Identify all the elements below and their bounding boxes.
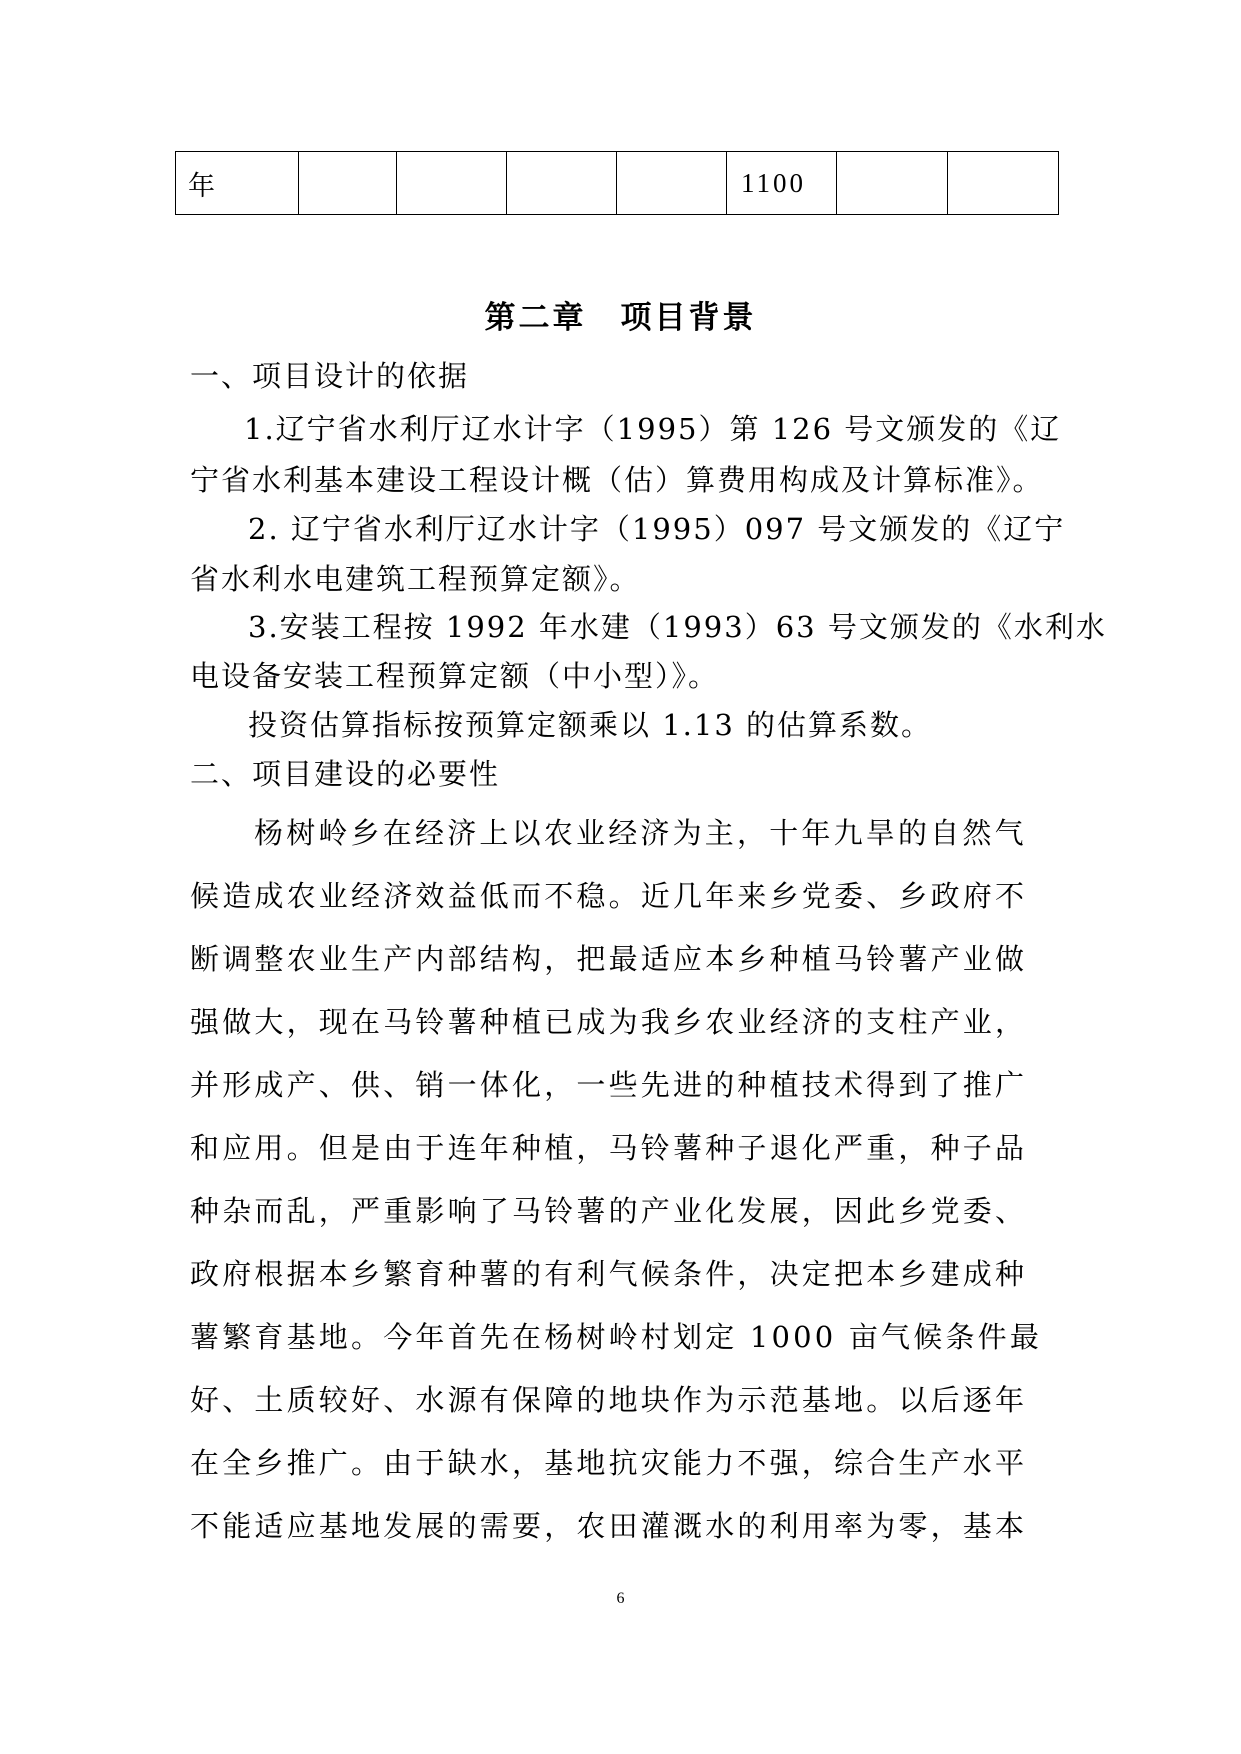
table-cell [948, 152, 1059, 215]
paragraph-line: 强做大，现在马铃薯种植已成为我乡农业经济的支柱产业， [190, 1005, 1028, 1039]
paragraph-line: 不能适应基地发展的需要，农田灌溉水的利用率为零，基本 [190, 1509, 1028, 1543]
paragraph-line: 在全乡推广。由于缺水，基地抗灾能力不强，综合生产水平 [190, 1446, 1028, 1480]
section-heading: 二、项目建设的必要性 [190, 757, 501, 791]
paragraph-line: 省水利水电建筑工程预算定额》。 [190, 562, 641, 596]
table-cell: 1100 [727, 152, 837, 215]
table-cell: 年 [176, 152, 299, 215]
section-heading: 一、项目设计的依据 [190, 359, 470, 393]
paragraph-line: 宁省水利基本建设工程设计概（估）算费用构成及计算标准》。 [190, 463, 1044, 497]
paragraph-line: 政府根据本乡繁育种薯的有利气候条件，决定把本乡建成种 [190, 1257, 1028, 1291]
table-row [176, 152, 1059, 215]
paragraph-line: 2. 辽宁省水利厅辽水计字（1995）097 号文颁发的《辽宁 [248, 512, 1066, 546]
table-cell [837, 152, 948, 215]
paragraph-line: 断调整农业生产内部结构，把最适应本乡种植马铃薯产业做 [190, 942, 1028, 976]
table-cell [299, 152, 397, 215]
data-table [175, 151, 1059, 215]
table-cell [507, 152, 617, 215]
paragraph-line: 1.辽宁省水利厅辽水计字（1995）第 126 号文颁发的《辽 [244, 412, 1062, 446]
paragraph-line: 好、土质较好、水源有保障的地块作为示范基地。以后逐年 [190, 1383, 1028, 1417]
paragraph-line: 种杂而乱，严重影响了马铃薯的产业化发展，因此乡党委、 [190, 1194, 1028, 1228]
paragraph-line: 3.安装工程按 1992 年水建（1993）63 号文颁发的《水利水 [248, 610, 1107, 644]
chapter-title: 第二章 项目背景 [484, 300, 757, 336]
paragraph-line: 投资估算指标按预算定额乘以 1.13 的估算系数。 [248, 708, 933, 742]
paragraph-line: 电设备安装工程预算定额（中小型）》。 [190, 659, 720, 693]
paragraph-line: 杨树岭乡在经济上以农业经济为主，十年九旱的自然气 [254, 816, 1027, 850]
table-cell [617, 152, 727, 215]
table-cell [397, 152, 507, 215]
paragraph-line: 薯繁育基地。今年首先在杨树岭村划定 1000 亩气候条件最 [190, 1320, 1043, 1354]
page-number: 6 [616, 1590, 625, 1607]
paragraph-line: 和应用。但是由于连年种植，马铃薯种子退化严重，种子品 [190, 1131, 1028, 1165]
paragraph-line: 候造成农业经济效益低而不稳。近几年来乡党委、乡政府不 [190, 879, 1028, 913]
paragraph-line: 并形成产、供、销一体化，一些先进的种植技术得到了推广 [190, 1068, 1028, 1102]
